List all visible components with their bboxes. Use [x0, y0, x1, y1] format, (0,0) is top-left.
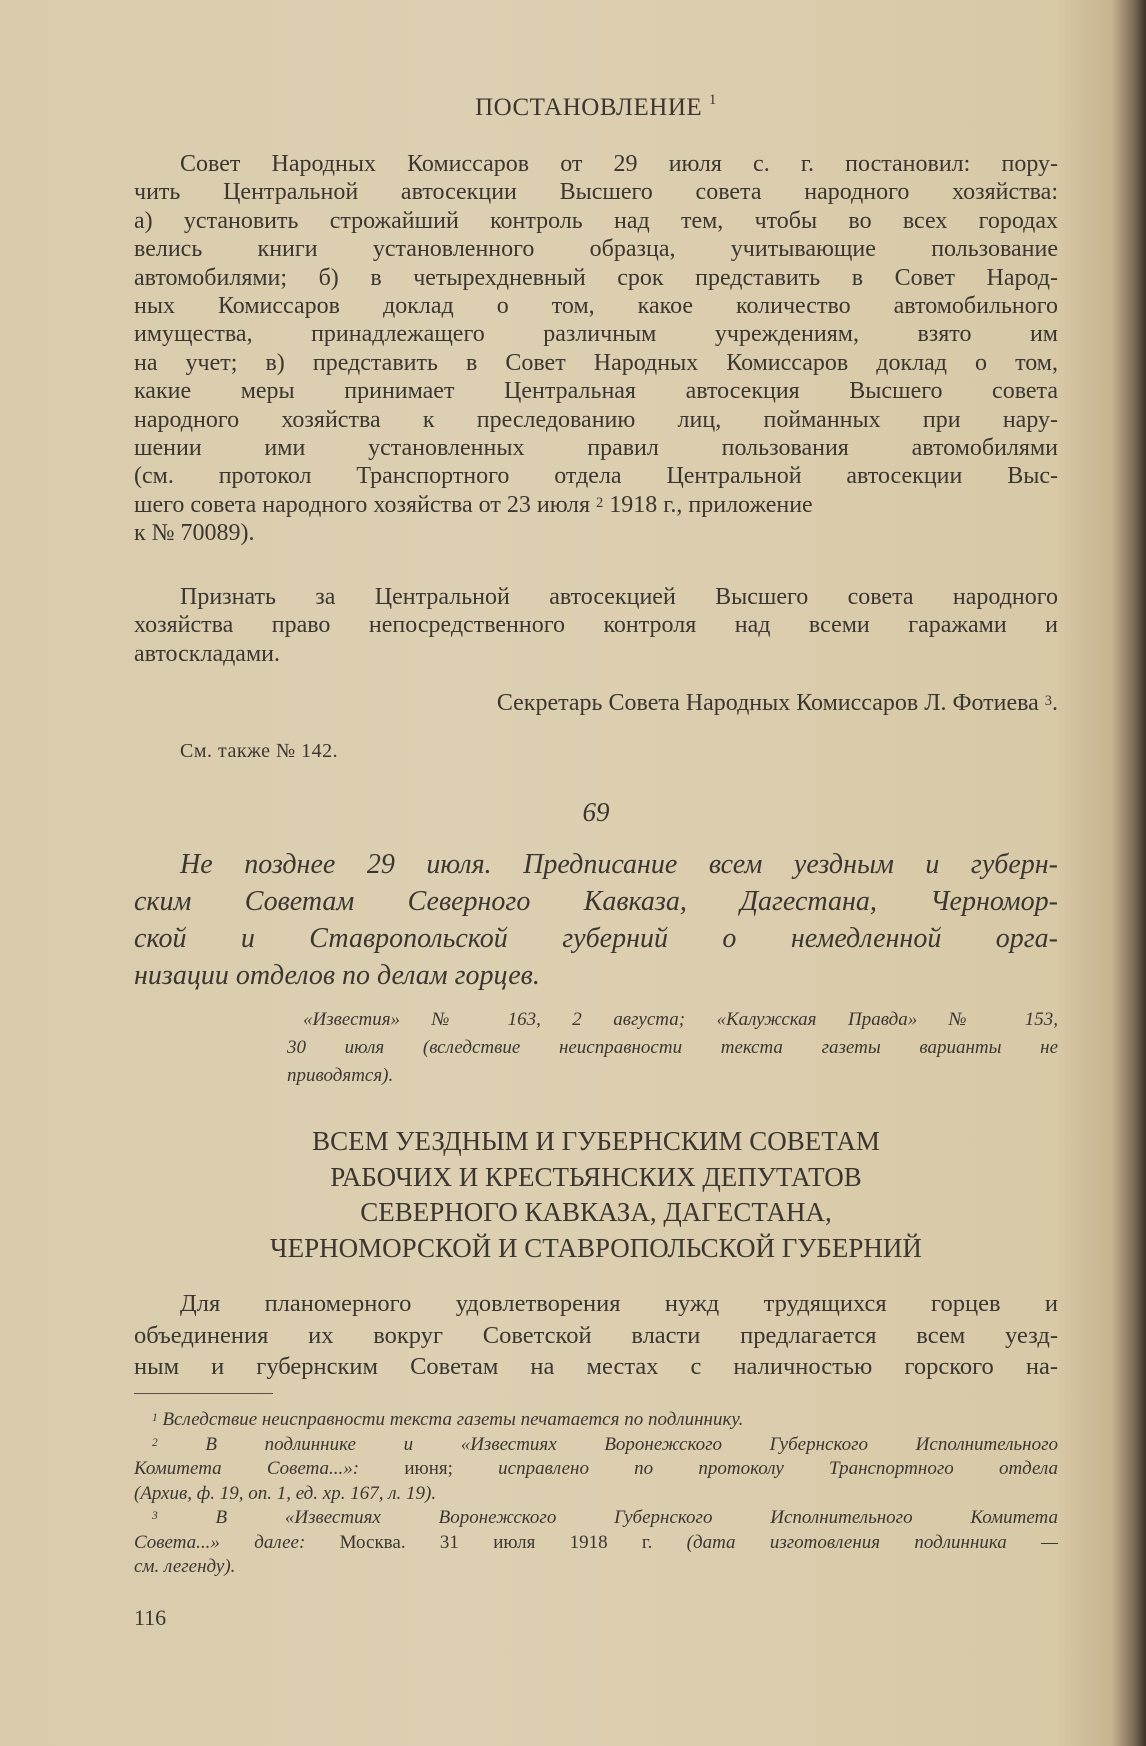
text-part: шего совета народного хозяйства от 23 июля — [134, 491, 597, 518]
footnote-text: Москва. 31 июля 1918 г. — [339, 1531, 687, 1553]
text-line: хозяйства право непосредственного контроля над всеми гаражами и — [134, 612, 1058, 639]
footnote-mark: 2 — [152, 1436, 158, 1449]
footnote-ref: 2 — [596, 494, 604, 511]
heading-line: РАБОЧИХ И КРЕСТЬЯНСКИХ ДЕПУТАТОВ — [330, 1161, 862, 1192]
footnotes — [134, 1408, 1058, 1580]
footnote-2-line: (Архив, ф. 19, оп. 1, ед. хр. 167, л. 19). — [134, 1482, 437, 1504]
footnote-3-line — [134, 1531, 1058, 1556]
document-source — [287, 1006, 1058, 1090]
text-line: велись книги установленного образца, учитывающие пользование — [134, 236, 1058, 263]
text-line: автомобилями; б) в четырехдневный срок представить в Совет Народ- — [134, 264, 1058, 291]
signature-text: Секретарь Совета Народных Комиссаров Л. Фотиева — [496, 690, 1045, 716]
text-line: шении ими установленных правил пользования автомобилями — [134, 435, 1058, 462]
text-line: (см. протокол Транспортного отдела Центральной автосекции Выс- — [134, 463, 1058, 490]
text-line: Признать за Центральной автосекцией Высшего совета народного — [180, 584, 1058, 610]
footnote-3 — [134, 1506, 1058, 1531]
footnote-text: (дата изготовления подлинника — — [686, 1531, 1058, 1553]
text-line: объединения их вокруг Советской власти предлагается всем уезд- — [134, 1321, 1058, 1349]
text-line: а) установить строжайший контроль над тем, чтобы во всех городах — [134, 207, 1058, 234]
footnote-1 — [134, 1408, 1058, 1433]
document-title — [134, 846, 1058, 994]
text-line: имущества, принадлежащего различным учреждениям, взято им — [134, 321, 1058, 348]
text-line: автоскладами. — [134, 640, 280, 667]
decree-paragraph-2 — [134, 583, 1058, 668]
text-line: низации отделов по делам горцев. — [134, 960, 540, 991]
document-number: 69 — [582, 797, 610, 827]
heading-line: ЧЕРНОМОРСКОЙ И СТАВРОПОЛЬСКОЙ ГУБЕРНИЙ — [270, 1232, 922, 1263]
heading-line: СЕВЕРНОГО КАВКАЗА, ДАГЕСТАНА, — [360, 1197, 832, 1227]
signature — [134, 689, 1058, 717]
text-line: народного хозяйства к преследованию лиц, пойманных при нару- — [134, 406, 1058, 433]
text-part: . — [1052, 690, 1058, 716]
footnote-ref: 3 — [1044, 693, 1052, 709]
decree-title-text: ПОСТАНОВЛЕНИЕ — [475, 94, 703, 121]
document-heading — [134, 1124, 1058, 1266]
footnote-text: В подлиннике и «Известиях Воронежского Губернского Исполнительного — [205, 1433, 1059, 1455]
footnote-text: исправлено по протоколу Транспортного отдела — [498, 1458, 1058, 1479]
text-line: ным и губернским Советам на местах с наличностью горского на- — [134, 1353, 1058, 1380]
footnote-text: В «Известиях Воронежского Губернского Исполнительного Комитета — [215, 1507, 1058, 1528]
text-line: Совет Народных Комиссаров от 29 июля с. г. постановил: пору- — [180, 151, 1058, 177]
decree-paragraph-1 — [134, 150, 1058, 548]
footnote-mark: 1 — [152, 1412, 158, 1424]
document-body — [134, 1288, 1058, 1383]
text-line: «Известия» № 163, 2 августа; «Калужская Правда» № 153, — [303, 1009, 1058, 1030]
text-line — [134, 491, 1058, 519]
footnote-2 — [134, 1433, 1058, 1458]
footnote-mark: 3 — [152, 1510, 158, 1522]
footnote-text: Комитета Совета...»: — [134, 1458, 405, 1479]
text-line: Для планомерного удовлетворения нужд трудящихся горцев и — [180, 1290, 1058, 1317]
text-line: Не позднее 29 июля. Предписание всем уездным и губерн- — [180, 849, 1058, 880]
footnote-text: Вследствие неисправности текста газеты печатается по подлиннику. — [162, 1409, 744, 1430]
footnote-text: июня; — [404, 1458, 499, 1479]
text-line: к № 70089). — [134, 520, 255, 547]
footnote-2-line — [134, 1457, 1058, 1482]
text-line: приводятся). — [287, 1065, 394, 1086]
text-line: ским Советам Северного Кавказа, Дагестана, Черномор- — [134, 886, 1058, 917]
text-line: 30 июля (вследствие неисправности текста газеты варианты не — [287, 1037, 1058, 1058]
decree-title — [134, 94, 1058, 122]
footnote-ref: 1 — [708, 92, 717, 108]
footnote-text: Совета...» далее: — [134, 1531, 340, 1553]
heading-line: ВСЕМ УЕЗДНЫМ И ГУБЕРНСКИМ СОВЕТАМ — [312, 1126, 880, 1156]
page-number: 116 — [134, 1605, 167, 1630]
footnote-3-line: см. легенду). — [134, 1556, 236, 1577]
text-line: ской и Ставропольской губерний о немедленной орга- — [134, 923, 1058, 954]
footnote-divider — [134, 1393, 273, 1394]
text-line: на учет; в) представить в Совет Народных Комиссаров доклад о том, — [134, 349, 1058, 376]
see-also: См. также № 142. — [180, 740, 339, 762]
text-line: чить Центральной автосекции Высшего совета народного хозяйства: — [134, 179, 1058, 206]
text-part: 1918 г., приложение — [603, 491, 813, 518]
text-line: какие меры принимает Центральная автосекция Высшего совета — [134, 378, 1058, 405]
text-line: ных Комиссаров доклад о том, какое количество автомобильного — [134, 293, 1058, 320]
